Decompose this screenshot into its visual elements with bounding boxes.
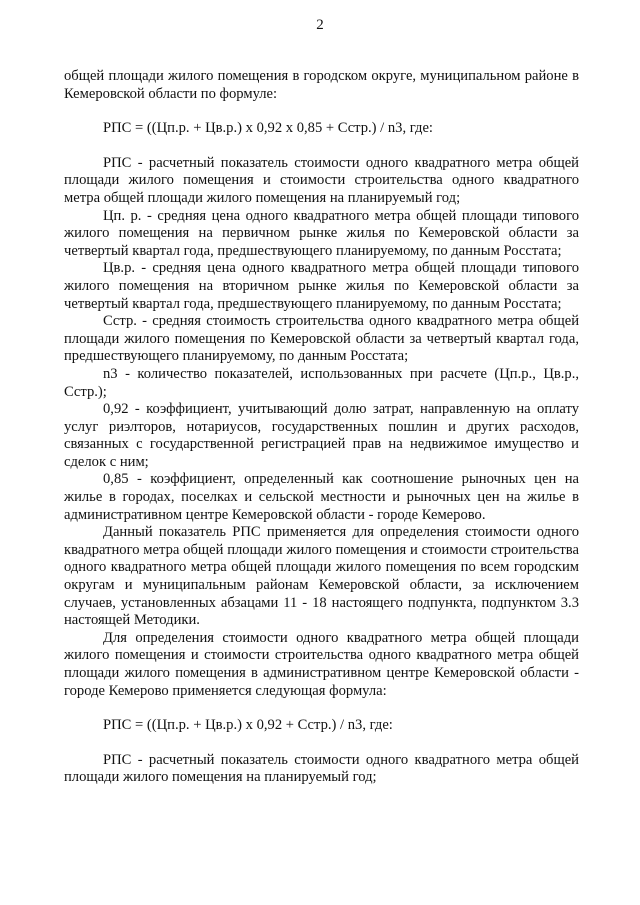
paragraph-kemerovo-formula-intro: Для определения стоимости одного квадратного метра общей площади жилого помещения и стоимости строительства одного квадратного метра общей площади жилого помещения в административном центре Кемеровской области - городе Кемерово применяется следующая формула:: [64, 629, 579, 699]
definition-construction-cost: Сстр. - средняя стоимость строительства одного квадратного метра общей площади жилого помещения по Кемеровской области за четвертый квартал года, предшествующего планируемому, по данным Росстата;: [64, 313, 579, 365]
spacer: [64, 700, 579, 717]
definition-coefficient-085: 0,85 - коэффициент, определенный как соотношение рыночных цен на жилье в городах, поселках и сельской местности и рыночных цен на жилье в административном центре Кемеровской области - городе Кемерово.: [64, 471, 579, 523]
definition-coefficient-092: 0,92 - коэффициент, учитывающий долю затрат, направленную на оплату услуг риэлторов, нотариусов, государственных пошлин и других расходов, связанных с государственной регистрацией прав на недвижимое имущество и сделок с ним;: [64, 401, 579, 470]
page-number: 2: [316, 17, 324, 33]
formula-general: РПС = ((Цп.р. + Цв.р.) х 0,92 х 0,85 + Сстр.) / n3, где:: [103, 120, 433, 137]
spacer: [64, 103, 579, 120]
definition-primary-price: Цп. р. - средняя цена одного квадратного метра общей площади типового жилого помещения на первичном рынке жилья по Кемеровской области за четвертый квартал года, предшествующего планируемому, по данным Росстата;: [64, 207, 579, 259]
document-body: [64, 68, 579, 787]
definition-n3: n3 - количество показателей, использованных при расчете (Цп.р., Цв.р., Сстр.);: [64, 365, 579, 400]
spacer: [64, 138, 579, 155]
definition-rps: РПС - расчетный показатель стоимости одного квадратного метра общей площади жилого помещения и стоимости строительства одного квадратного метра общей площади жилого помещения на планируемый год;: [64, 154, 579, 206]
paragraph-intro: общей площади жилого помещения в городском округе, муниципальном районе в Кемеровской области по формуле:: [64, 68, 579, 102]
definition-rps-kemerovo: РПС - расчетный показатель стоимости одного квадратного метра общей площади жилого помещения на планируемый год;: [64, 751, 579, 786]
definition-secondary-price: Цв.р. - средняя цена одного квадратного метра общей площади типового жилого помещения на вторичном рынке жилья по Кемеровской области за четвертый квартал года, предшествующего планируемому, по данным Росстата;: [64, 260, 579, 312]
spacer: [64, 735, 579, 752]
formula-kemerovo: РПС = ((Цп.р. + Цв.р.) х 0,92 + Сстр.) / n3, где:: [103, 717, 393, 734]
paragraph-application: Данный показатель РПС применяется для определения стоимости одного квадратного метра общей площади жилого помещения и стоимости строительства одного квадратного метра общей площади жилого помещения по всем городским округам и муниципальным районам Кемеровской области, за исключением случаев, установленных абзацами 11 - 18 настоящего подпункта, подпунктом 3.3 настоящей Методики.: [64, 524, 579, 629]
